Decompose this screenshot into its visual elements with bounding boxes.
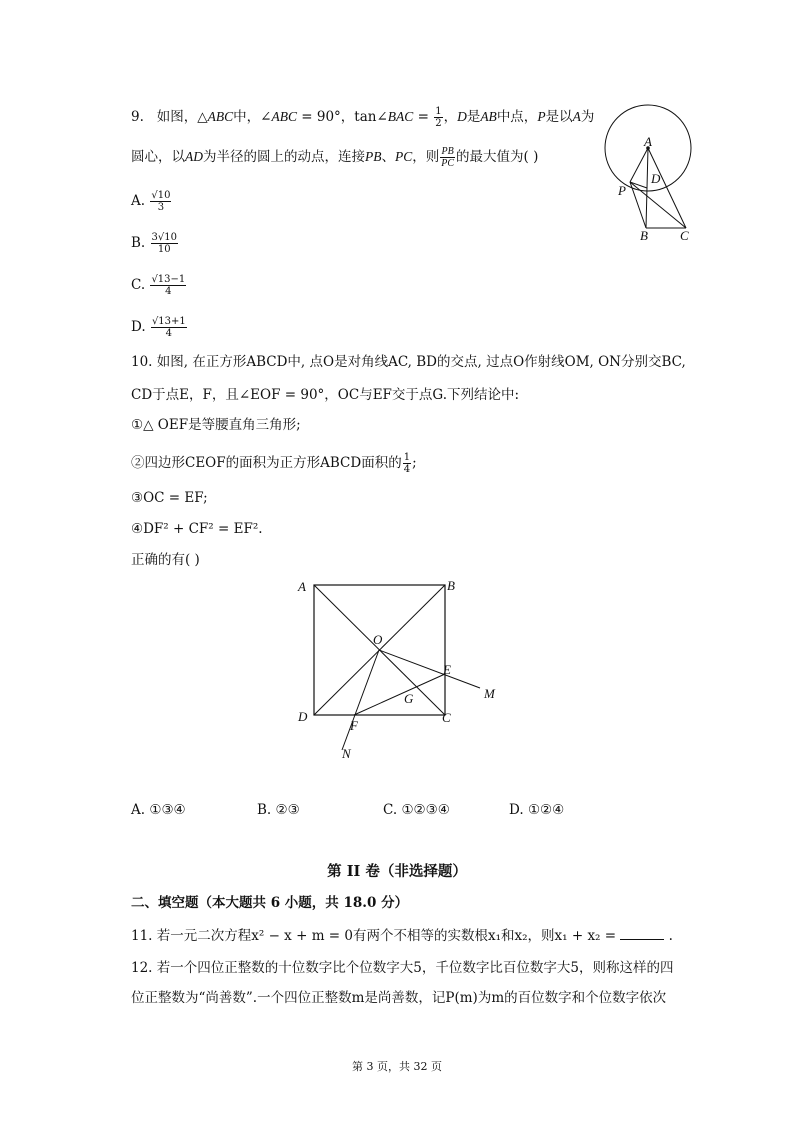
- fraction-denominator: 4: [165, 286, 172, 297]
- fraction-numerator: √13+1: [151, 316, 186, 327]
- label-n: N: [342, 746, 351, 761]
- option-fraction: [150, 274, 186, 297]
- math: ABC: [271, 109, 297, 124]
- text: ②四边形CEOF的面积为正方形ABCD面积的: [131, 455, 402, 471]
- q10-conclusion-2: [131, 452, 417, 475]
- quarter-fraction: [403, 452, 411, 475]
- text: =: [413, 109, 434, 125]
- text: 的最大值为( ): [456, 149, 539, 165]
- answer-blank[interactable]: [620, 927, 664, 940]
- option-text: ①②③④: [401, 802, 450, 818]
- text: = 90°，tan∠: [296, 109, 388, 125]
- q9-option-c: [131, 274, 187, 297]
- option-label: B.: [131, 235, 146, 251]
- option-fraction: [151, 232, 178, 255]
- option-label: A.: [131, 802, 146, 818]
- label-c: C: [442, 710, 451, 725]
- option-label: D.: [131, 319, 146, 335]
- fraction-denominator: PC: [441, 158, 455, 169]
- math: ABC: [207, 109, 234, 124]
- segment-pd: [630, 182, 647, 188]
- q11-text: 11. 若一元二次方程x² − x + m = 0有两个不相等的实数根x₁和x₂，则x₁ + x₂ =: [131, 928, 621, 944]
- fraction-numerator: 3√10: [151, 232, 177, 243]
- label-a: A: [644, 134, 652, 149]
- label-d: D: [651, 171, 661, 186]
- ratio-fraction: [440, 146, 455, 169]
- q10-line1: 10. 如图, 在正方形ABCD中, 点O是对角线AC, BD的交点, 过点O作射线OM, ON分别交BC,: [131, 354, 686, 370]
- q10-line2: CD于点E，F，且∠EOF = 90°，OC与EF交于点G.下列结论中:: [131, 387, 520, 403]
- q10-conclusion-3: ③OC = EF;: [131, 490, 208, 506]
- math: D: [457, 109, 467, 124]
- math: AD: [185, 149, 203, 164]
- section-heading: 二、填空题（本大题共 6 小题，共 18.0 分）: [131, 895, 409, 911]
- text: ，: [443, 109, 458, 125]
- fraction-numerator: 1: [435, 106, 442, 117]
- q10-option-c: [383, 800, 450, 820]
- page-footer: 第 3 页，共 32 页: [352, 1060, 442, 1073]
- q10-option-b: [257, 800, 300, 820]
- fraction-denominator: 3: [157, 202, 165, 213]
- fraction-numerator: √10: [151, 190, 171, 201]
- q9-option-b: [131, 232, 179, 255]
- label-b: B: [640, 228, 648, 243]
- fraction-numerator: PB: [441, 146, 454, 157]
- text: 中，∠: [233, 109, 272, 125]
- q10-option-a: [131, 800, 186, 820]
- math: PB: [365, 149, 382, 164]
- ray-om: [379, 650, 480, 688]
- fraction-numerator: √13−1: [151, 274, 186, 285]
- option-text: ①②④: [527, 802, 565, 818]
- q10-ask: 正确的有( ): [131, 552, 200, 568]
- label-a: A: [298, 579, 306, 594]
- text: 为: [580, 109, 595, 125]
- label-o: O: [373, 632, 383, 647]
- math: PC: [395, 149, 413, 164]
- text: ，则: [412, 149, 440, 165]
- q10-option-d: [509, 800, 564, 820]
- math: P: [537, 109, 546, 124]
- question-number: 9.: [131, 109, 144, 125]
- fraction-denominator: 10: [157, 244, 171, 255]
- option-label: B.: [257, 802, 272, 818]
- tan-fraction: [434, 106, 442, 129]
- ray-on: [342, 650, 379, 750]
- option-fraction: [151, 316, 187, 339]
- text: 如图，△: [156, 109, 208, 125]
- q9-line1: [131, 106, 594, 129]
- segment-ac: [648, 148, 686, 228]
- option-fraction: [150, 190, 171, 213]
- q9-option-a: [131, 190, 172, 213]
- label-m: M: [484, 686, 495, 701]
- label-d: D: [298, 709, 308, 724]
- label-p: P: [618, 183, 626, 198]
- fraction-denominator: 4: [165, 328, 173, 339]
- option-text: ①③④: [149, 802, 186, 818]
- fraction-numerator: 1: [403, 452, 411, 463]
- option-label: C.: [131, 277, 146, 293]
- label-b: B: [447, 578, 455, 593]
- text: 为半径的圆上的动点，连接: [203, 149, 365, 165]
- q10-conclusion-1: ①△ OEF是等腰直角三角形;: [131, 417, 301, 433]
- option-text: ②③: [275, 802, 300, 818]
- option-label: A.: [131, 193, 146, 209]
- math: A: [572, 109, 581, 124]
- option-label: C.: [383, 802, 398, 818]
- fraction-denominator: 4: [403, 464, 411, 475]
- label-e: E: [443, 662, 451, 677]
- fraction-denominator: 2: [435, 118, 442, 129]
- q10-conclusion-4: ④DF² + CF² = EF².: [131, 521, 263, 537]
- text: 中点，: [496, 109, 538, 125]
- q9-option-d: [131, 316, 188, 339]
- q12-line2: 位正整数为“尚善数”.一个四位正整数m是尚善数，记P(m)为m的百位数字和个位数字依次: [131, 990, 667, 1006]
- label-f: F: [350, 718, 358, 733]
- math: BAC: [387, 109, 414, 124]
- option-label: D.: [509, 802, 524, 818]
- text: 、: [381, 149, 395, 165]
- q9-line2: [131, 146, 538, 169]
- math: AB: [480, 109, 497, 124]
- label-g: G: [404, 691, 414, 706]
- text: 是以: [545, 109, 573, 125]
- label-c: C: [680, 228, 689, 243]
- q12-line1: 12. 若一个四位正整数的十位数字比个位数字大5，千位数字比百位数字大5，则称这样的四: [131, 960, 674, 976]
- section-title: 第 II 卷（非选择题）: [327, 863, 467, 880]
- text: 圆心，以: [131, 149, 185, 165]
- text: ;: [412, 455, 417, 471]
- q11-end: .: [664, 928, 673, 944]
- q9-figure: [600, 100, 700, 250]
- segment-pa: [630, 148, 648, 182]
- q11-line: [131, 926, 673, 946]
- text: 是: [466, 109, 481, 125]
- q10-figure: [290, 570, 510, 770]
